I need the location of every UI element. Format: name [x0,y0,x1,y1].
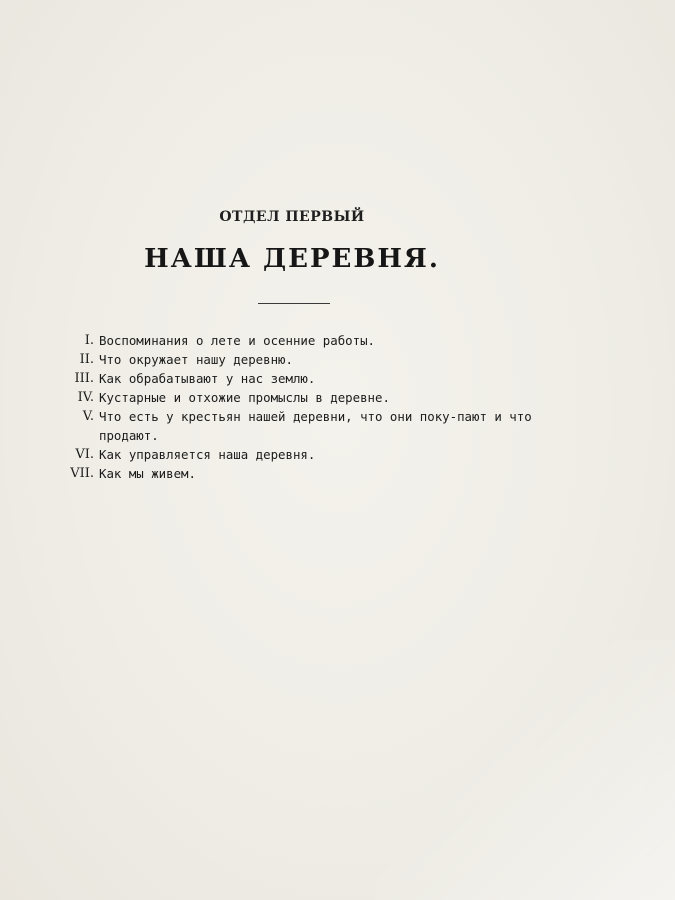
toc-item-title: Как управляется наша деревня. [99,447,316,462]
title-divider [258,303,330,304]
toc-item-number: VI. [75,447,94,462]
section-title: НАША ДЕРЕВНЯ. [144,244,440,274]
toc-item-number: V. [82,409,94,424]
toc-item-title: Воспоминания о лете и осенние работы. [99,333,376,348]
toc-item [52,350,572,369]
page-light-shade [375,640,675,900]
toc-item [52,445,572,464]
toc-item [52,331,572,350]
table-of-contents [52,331,572,483]
toc-item-number: I. [84,333,94,348]
toc-item [52,464,572,483]
toc-item-title: Что окружает нашу деревню. [99,352,293,367]
toc-item-title: Что есть у крестьян нашей деревни, что они поку-пают и что продают. [99,409,532,443]
toc-item-number: III. [74,371,94,386]
section-label: ОТДЕЛ ПЕРВЫЙ [219,209,365,225]
toc-item [52,407,572,445]
toc-item-number: IV. [77,390,94,405]
toc-item [52,388,572,407]
toc-item-number: II. [79,352,94,367]
toc-item-title: Как обрабатывают у нас землю. [99,371,316,386]
toc-item [52,369,572,388]
toc-item-title: Как мы живем. [99,466,196,481]
toc-item-number: VII. [70,466,94,481]
toc-item-title: Кустарные и отхожие промыслы в деревне. [99,390,390,405]
